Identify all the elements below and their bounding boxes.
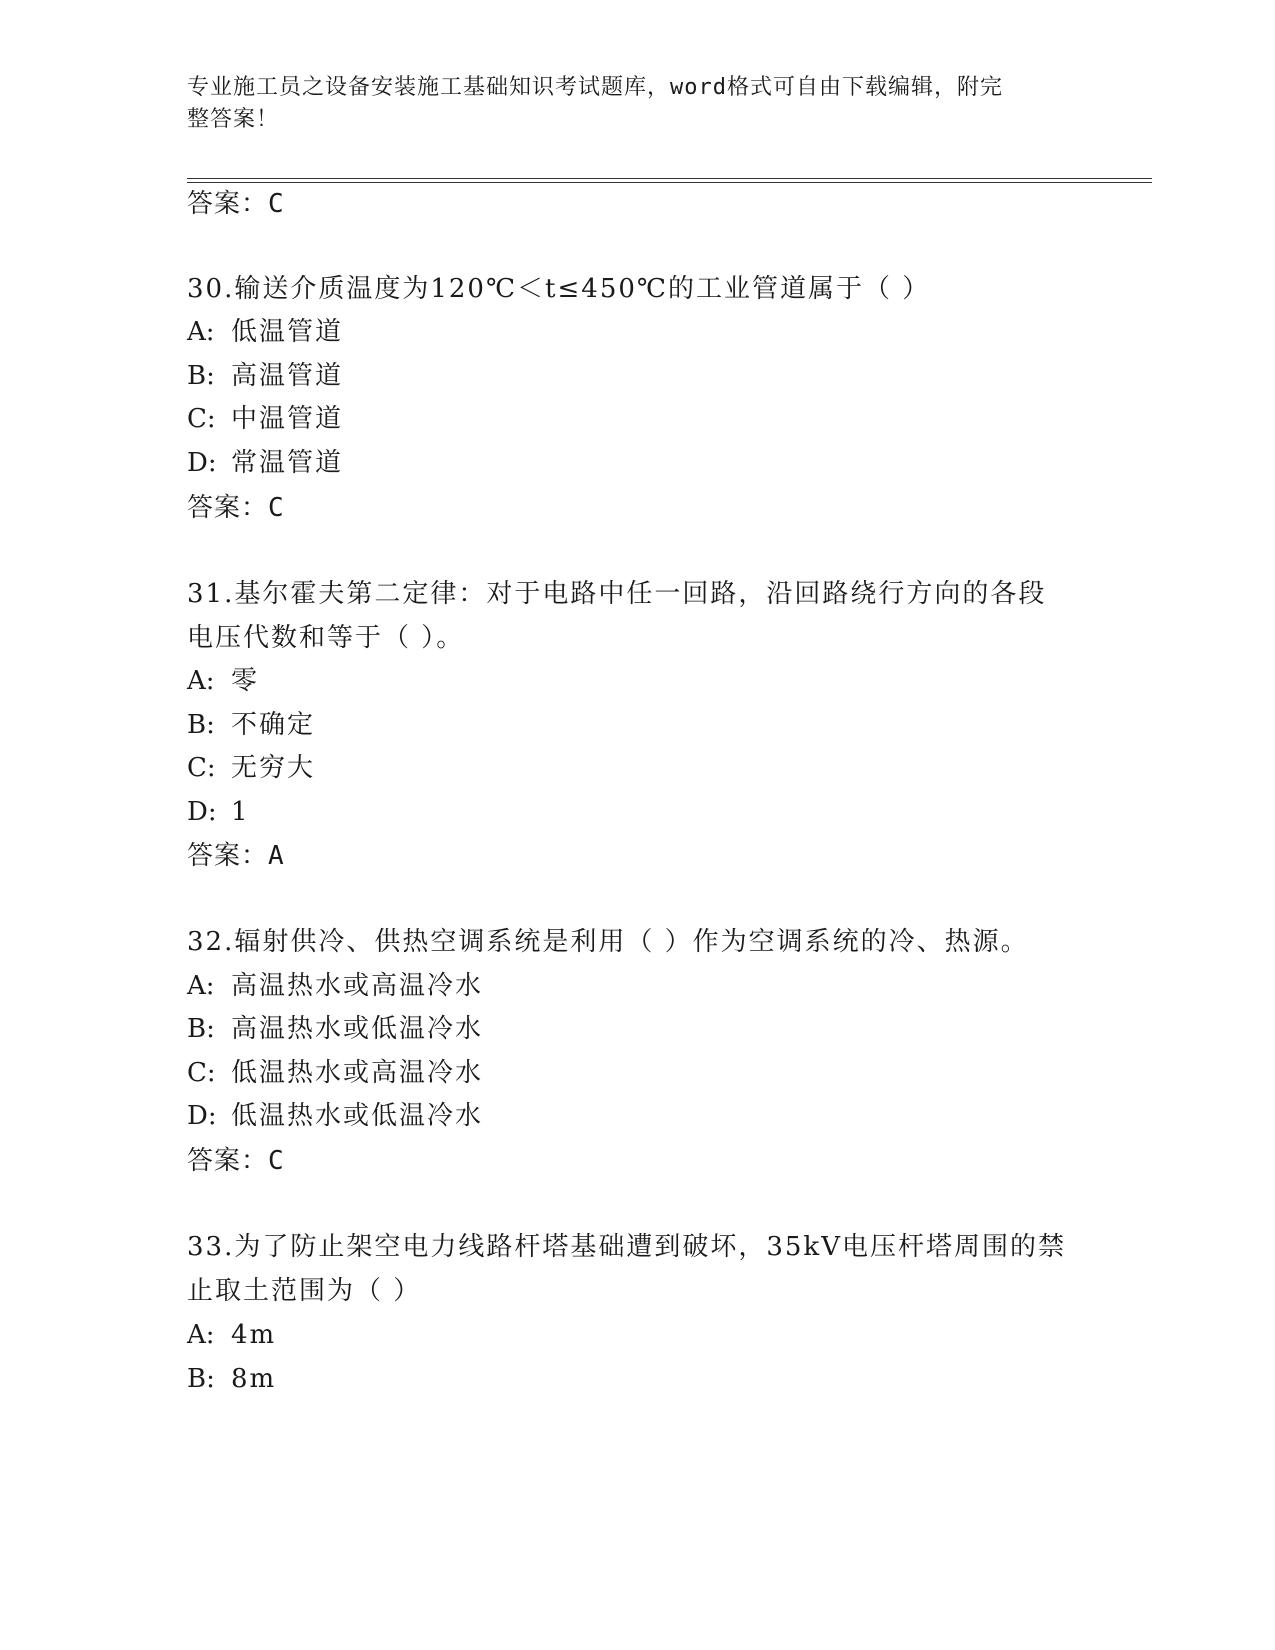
option-text: 无穷大 (231, 753, 316, 783)
question-32-answer: 答案：C (187, 1146, 285, 1176)
question-33-option-a (187, 1319, 276, 1351)
option-label: C: (187, 1058, 216, 1088)
option-text: 零 (231, 666, 260, 696)
question-33-stem-line-2: 止取土范围为（ ） (187, 1276, 422, 1306)
option-label: B: (187, 1014, 215, 1044)
option-text: 8m (231, 1364, 277, 1394)
question-30-option-b (187, 360, 343, 392)
option-label: B: (187, 1364, 215, 1394)
option-label: D: (187, 448, 217, 478)
header-divider-top (187, 178, 1152, 179)
option-text: 高温热水或低温冷水 (231, 1014, 484, 1044)
option-text: 中温管道 (231, 404, 344, 434)
option-text: 低温热水或低温冷水 (231, 1101, 484, 1131)
option-label: A: (187, 1320, 215, 1350)
question-32-stem: 32.辐射供冷、供热空调系统是利用（ ）作为空调系统的冷、热源。 (187, 927, 1029, 957)
document-header (187, 72, 1067, 136)
question-33-stem-line-1: 33.为了防止架空电力线路杆塔基础遭到破坏，35kV电压杆塔周围的禁 (187, 1232, 1066, 1262)
option-label: B: (187, 710, 215, 740)
option-label: A: (187, 971, 215, 1001)
question-31-option-c (187, 752, 315, 784)
option-text: 4m (231, 1320, 277, 1350)
option-label: C: (187, 753, 216, 783)
option-text: 高温热水或高温冷水 (231, 971, 484, 1001)
question-31-stem-line-1: 31.基尔霍夫第二定律：对于电路中任一回路，沿回路绕行方向的各段 (187, 579, 1047, 609)
option-label: C: (187, 404, 216, 434)
option-text: 低温热水或高温冷水 (231, 1058, 484, 1088)
header-line-1: 专业施工员之设备安装施工基础知识考试题库，word格式可自由下载编辑，附完 (187, 75, 1003, 100)
option-label: B: (187, 361, 215, 391)
question-31-option-d (187, 796, 250, 828)
question-30-option-d (187, 447, 343, 479)
option-text: 不确定 (231, 710, 316, 740)
option-label: A: (187, 666, 215, 696)
option-label: D: (187, 797, 217, 827)
question-31-option-b (187, 709, 315, 741)
option-text: 低温管道 (231, 317, 344, 347)
question-30-stem: 30.输送介质温度为120℃＜t≤450℃的工业管道属于（ ） (187, 274, 931, 304)
previous-answer: 答案：C (187, 189, 285, 219)
header-divider-bottom (187, 182, 1152, 183)
question-30-option-a (187, 316, 343, 348)
question-31-option-a (187, 665, 259, 697)
option-label: A: (187, 317, 215, 347)
question-31-stem-line-2: 电压代数和等于（ ）。 (187, 623, 465, 653)
question-32-option-c (187, 1057, 483, 1089)
question-31-answer: 答案：A (187, 841, 285, 871)
question-32-option-d (187, 1100, 483, 1132)
question-32-option-a (187, 970, 483, 1002)
question-32-option-b (187, 1013, 483, 1045)
question-30-answer: 答案：C (187, 493, 285, 523)
option-text: 1 (231, 797, 250, 827)
option-text: 高温管道 (231, 361, 344, 391)
question-30-option-c (187, 403, 343, 435)
question-33-option-b (187, 1363, 276, 1395)
option-label: D: (187, 1101, 217, 1131)
header-line-2: 整答案！ (187, 107, 280, 132)
option-text: 常温管道 (231, 448, 344, 478)
